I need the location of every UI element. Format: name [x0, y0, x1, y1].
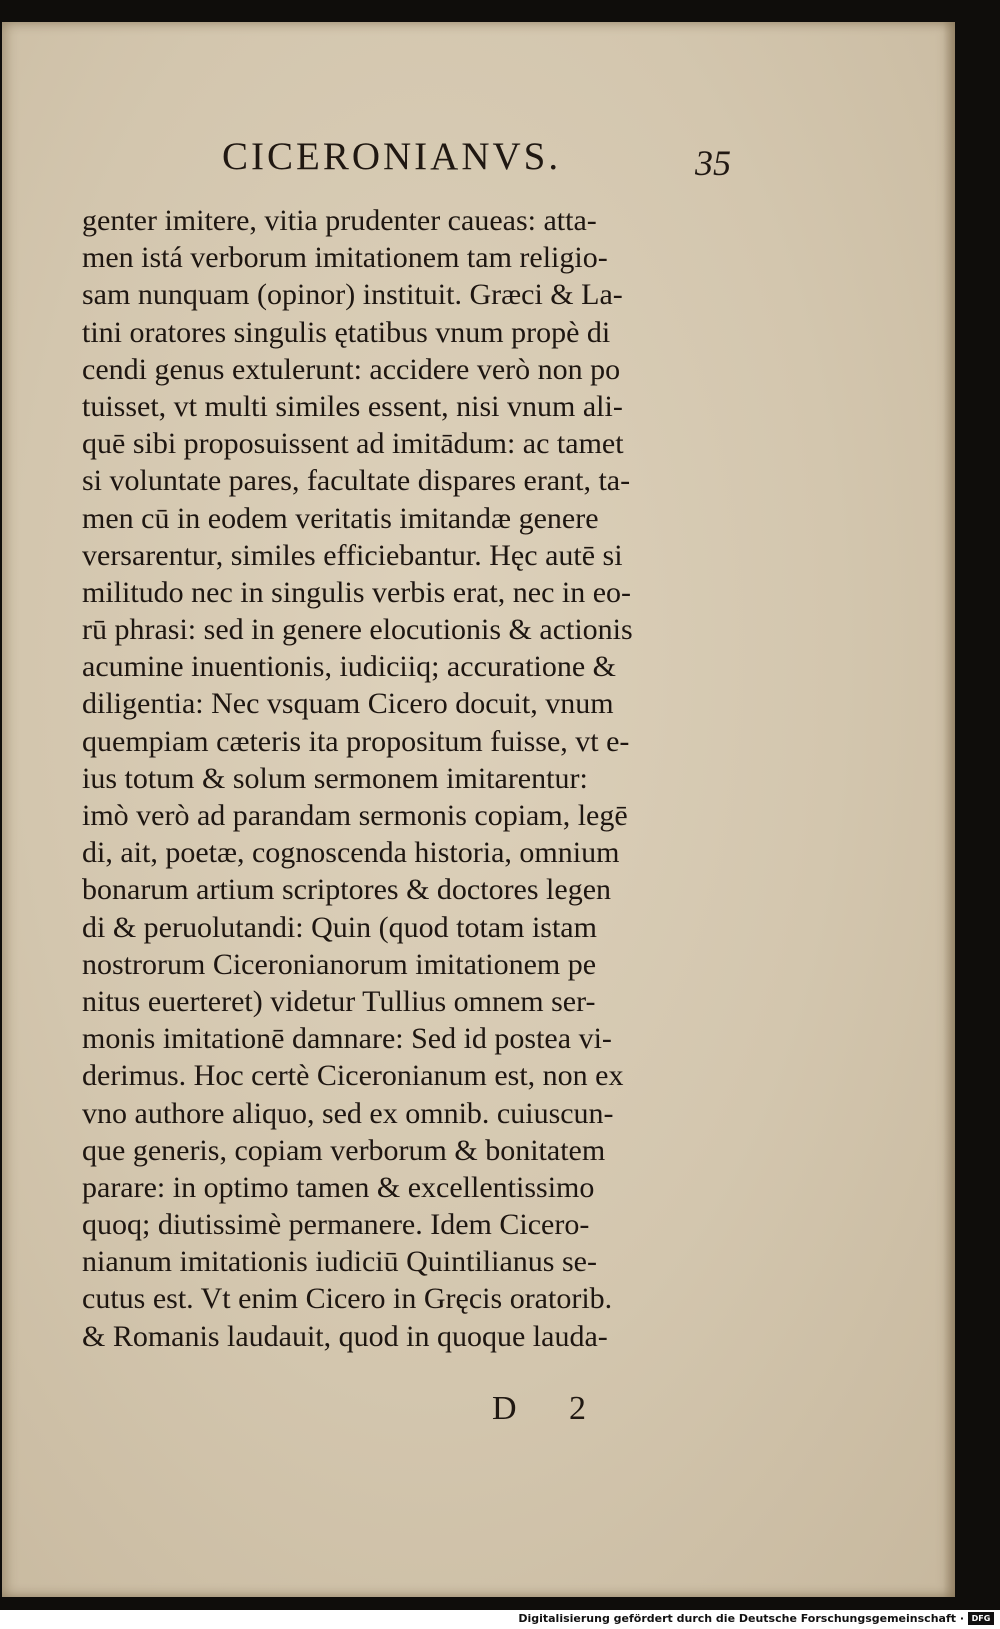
text-line: parare: in optimo tamen & excellentissimo [82, 1170, 595, 1204]
text-line: & Romanis laudauit, quod in quoque lauda- [82, 1319, 608, 1353]
text-line: men istá verborum imitationem tam religio- [82, 241, 608, 275]
dfg-logo: DFG [968, 1612, 994, 1625]
text-line: quoq; diutissimè permanere. Idem Cicero- [82, 1208, 590, 1242]
text-line: quē sibi proposuissent ad imitādum: ac tamet [82, 427, 624, 461]
text-line: cendi genus extulerunt: accidere verò non po [82, 352, 621, 386]
text-line: di, ait, poetæ, cognoscenda historia, omnium [82, 836, 620, 870]
footer-credit: Digitalisierung gefördert durch die Deutsche Forschungsgemeinschaft · [518, 1612, 964, 1625]
text-line: cutus est. Vt enim Cicero in Gręcis oratorib. [82, 1282, 613, 1316]
text-line: versarentur, similes efficiebantur. Hęc autē si [82, 538, 623, 572]
text-line: tini oratores singulis ętatibus vnum propè di [82, 315, 611, 349]
text-line: derimus. Hoc certè Ciceronianum est, non ex [82, 1059, 624, 1093]
text-line: nitus euerteret) videtur Tullius omnem ser- [82, 984, 596, 1018]
text-line: genter imitere, vitia prudenter caueas: atta- [82, 204, 597, 237]
running-title: CICERONIANVS. [222, 135, 562, 178]
text-line: que generis, copiam verborum & bonitatem [82, 1133, 606, 1167]
text-line: vno authore aliquo, sed ex omnib. cuiuscun- [82, 1096, 614, 1130]
running-head [2, 134, 955, 184]
text-line: nostrorum Ciceronianorum imitationem pe [82, 947, 597, 981]
text-line: sam nunquam (opinor) instituit. Græci & La- [82, 278, 623, 312]
page-edge-shadow [943, 22, 955, 1597]
page-number: 35 [695, 143, 731, 183]
signature-mark: D 2 [492, 1390, 609, 1427]
text-line: imò verò ad parandam sermonis copiam, legē [82, 799, 628, 832]
book-page [2, 22, 955, 1597]
text-line: nianum imitationis iudiciū Quintilianus se- [82, 1245, 597, 1279]
text-line: di & peruolutandi: Quin (quod totam istam [82, 910, 597, 944]
text-line: monis imitationē damnare: Sed id postea vi- [82, 1022, 612, 1056]
text-line: si voluntate pares, facultate dispares erant, ta- [82, 464, 631, 498]
digitization-footer [0, 1610, 1000, 1629]
text-line: militudo nec in singulis verbis erat, nec in eo- [82, 575, 632, 609]
text-line: ius totum & solum sermonem imitarentur: [82, 761, 588, 795]
text-line: rū phrasi: sed in genere elocutionis & actionis [82, 613, 633, 647]
body-text [82, 202, 727, 1355]
text-line: bonarum artium scriptores & doctores legen [82, 873, 612, 907]
text-line: acumine inuentionis, iudiciiq; accuratione & [82, 650, 617, 684]
text-line: quempiam cæteris ita propositum fuisse, vt e- [82, 724, 630, 758]
text-line: tuisset, vt multi similes essent, nisi vnum ali- [82, 389, 623, 423]
text-line: diligentia: Nec vsquam Cicero docuit, vnum [82, 687, 614, 721]
text-line: men cū in eodem veritatis imitandæ genere [82, 501, 599, 535]
